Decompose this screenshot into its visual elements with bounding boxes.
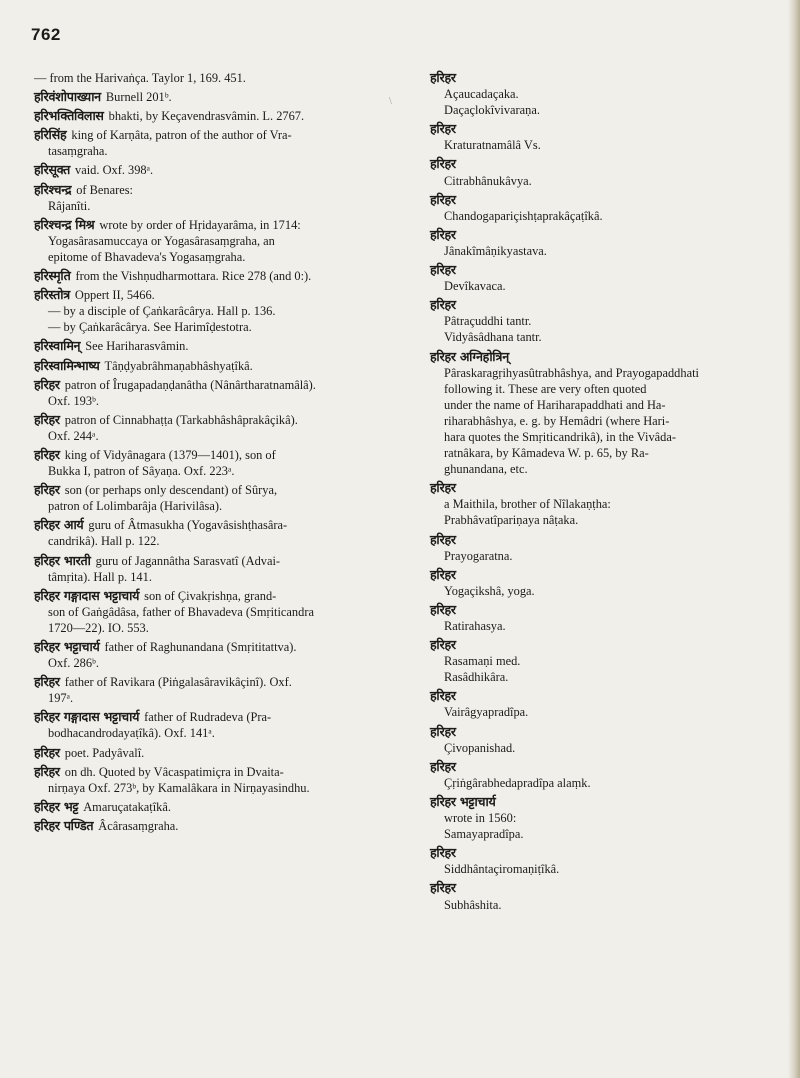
index-entry (430, 121, 790, 153)
entry-headword: हरिहर (430, 262, 456, 278)
index-entry (430, 602, 790, 634)
entry-text-line: guru of Jagannâtha Sarasvatî (Advai- (95, 553, 281, 568)
entry-text-line: wrote in 1560: (444, 811, 517, 826)
index-entry (34, 517, 390, 549)
entry-text-line: from the Vishṇudharmottara. Rice 278 (and 0:). (75, 269, 312, 284)
entry-headword: हरिहर (430, 880, 456, 896)
index-entry (34, 217, 390, 265)
entry-text-line: — by a disciple of Çaṅkarâcârya. Hall p. 136. (48, 304, 276, 319)
entry-headword: हरिहर (430, 566, 456, 582)
entry-text-line: — by Çaṅkarâcârya. See Harimîḍestotra. (48, 320, 252, 335)
entry-text-line: of Benares: (76, 182, 134, 197)
entry-text-line: following it. These are very often quoted (444, 381, 647, 396)
entry-text-line: Açaucadaçaka. (444, 87, 519, 102)
index-entry (430, 297, 790, 345)
entry-text-line: Oxf. 286ᵇ. (48, 656, 99, 671)
entry-headword: हरिहर अग्निहोत्रिन् (430, 348, 509, 364)
entry-text-line: ghunandana, etc. (444, 462, 528, 477)
entry-text-line: Amaruçatakaṭîkâ. (83, 799, 171, 814)
entry-text-line: Devîkavaca. (444, 279, 506, 294)
index-entry (430, 724, 790, 756)
entry-text-line: Samayapradîpa. (444, 827, 524, 842)
entry-text-line: Chandogapariçishṭaprakâçaṭîkâ. (444, 208, 603, 223)
entry-headword: हरिसूक्त (34, 162, 71, 178)
index-entry (430, 227, 790, 259)
entry-text-line: Çivopanishad. (444, 740, 516, 755)
entry-headword: हरिहर (430, 156, 456, 172)
entry-headword: हरिहर भट्ट (34, 798, 79, 814)
index-entry (430, 70, 790, 118)
entry-text-line: Bukka I, patron of Sâyaṇa. Oxf. 223ᵃ. (48, 464, 235, 479)
entry-headword: हरिहर (430, 480, 456, 496)
entry-text-line: bhakti, by Keçavendrasvâmin. L. 2767. (108, 109, 305, 124)
entry-headword: हरिहर भारती (34, 552, 91, 568)
page-number: 762 (31, 25, 61, 44)
entry-headword: हरिस्तोत्र (34, 287, 70, 303)
entry-text-line: Prayogaratna. (444, 548, 513, 563)
entry-text-line: Kraturatnamâlâ Vs. (444, 138, 541, 153)
entry-headword: हरिहर पण्डित (34, 817, 94, 833)
index-entry (34, 182, 390, 214)
index-entry (34, 287, 390, 335)
entry-headword: हरिहर आर्य (34, 517, 84, 533)
entry-text-line: king of Vidyânagara (1379—1401), son of (64, 447, 276, 462)
entry-text-line: father of Ravikara (Piṅgalasâravikâçinî). Oxf. (64, 675, 292, 690)
index-entry (430, 567, 790, 599)
entry-text-line: guru of Âtmasukha (Yogavâsishṭhasâra- (88, 518, 288, 533)
entry-text-line: ratnâkara, by Kâmadeva W. p. 65, by Ra- (444, 446, 649, 461)
entry-text-line: See Hariharasvâmin. (85, 339, 189, 354)
entry-text-line: poet. Padyâvalî. (64, 745, 145, 760)
entry-headword: हरिहर (34, 482, 60, 498)
entry-text-line: Citrabhânukâvya. (444, 173, 532, 188)
entry-headword: हरिश्चन्द्र (34, 181, 72, 197)
entry-text-line: Çṛiṅgârabhedapradîpa alaṃk. (444, 775, 591, 790)
index-entry (34, 799, 390, 815)
entry-text-line: son of Gaṅgâdâsa, father of Bhavadeva (Smṛiticandra (48, 604, 314, 619)
entry-headword: हरिहर (34, 446, 60, 462)
entry-headword: हरिश्चन्द्र मिश्र (34, 216, 95, 232)
entry-headword: हरिस्वामिन्भाष्य (34, 357, 100, 373)
entry-headword: हरिहर (430, 531, 456, 547)
index-entry (34, 709, 390, 741)
entry-text-line: candrikâ). Hall p. 122. (48, 534, 160, 549)
entry-text-line: Subhâshita. (444, 897, 502, 912)
left-column (34, 70, 390, 837)
entry-text-line: 197ᵃ. (48, 691, 74, 706)
index-entry (430, 532, 790, 564)
entry-text-line: — from the Harivaṅça. Taylor 1, 169. 451. (34, 71, 246, 85)
entry-text-line: wrote by order of Hṛidayarâma, in 1714: (99, 217, 301, 232)
entry-text-line: Burnell 201ᵇ. (105, 90, 172, 105)
index-entry (34, 268, 390, 284)
index-entry (430, 192, 790, 224)
index-entry (430, 156, 790, 188)
entry-text-line: 1720—22). IO. 553. (48, 620, 149, 635)
entry-text-line: Ratirahasya. (444, 619, 506, 633)
index-entry (34, 89, 390, 105)
entry-text-line: Oxf. 193ᵇ. (48, 393, 99, 408)
index-entry (430, 759, 790, 791)
entry-headword: हरिहर (34, 674, 60, 690)
entry-headword: हरिहर (430, 688, 456, 704)
entry-headword: हरिहर (430, 226, 456, 242)
entry-text-line: Jânakîmâṇikyastava. (444, 243, 547, 258)
entry-text-line: king of Karṇâta, patron of the author of Vra- (71, 128, 292, 143)
index-entry (430, 794, 790, 842)
entry-text-line: father of Raghunandana (Smṛititattva). (104, 640, 297, 654)
entry-text-line: Oxf. 244ᵃ. (48, 428, 99, 443)
entry-text-line: under the name of Hariharapaddhati and Ha- (444, 397, 666, 412)
index-entry (34, 674, 390, 706)
entry-headword: हरिहर गङ्गादास भट्टाचार्य (34, 709, 140, 725)
entry-text-line: Yogaçikshâ, yoga. (444, 583, 535, 598)
entry-headword: हरिहर (430, 191, 456, 207)
entry-headword: हरिहर गङ्गादास भट्टाचार्य (34, 587, 140, 603)
entry-text-line: Âcârasaṃgraha. (98, 818, 179, 833)
entry-headword: हरिहर भट्टाचार्य (430, 793, 496, 809)
index-entry (34, 358, 390, 374)
index-entry (430, 880, 790, 912)
index-entry (34, 127, 390, 159)
entry-text-line: father of Rudradeva (Pra- (144, 710, 272, 725)
entry-headword: हरिहर (34, 763, 60, 779)
index-entry (34, 482, 390, 514)
entry-text-line: Vairâgyapradîpa. (444, 705, 529, 720)
entry-text-line: Prabhâvatîpariṇaya nâṭaka. (444, 513, 579, 528)
entry-headword: हरिहर (430, 121, 456, 137)
entry-text-line: epitome of Bhavadeva's Yogasaṃgraha. (48, 249, 246, 264)
entry-text-line: hara quotes the Smṛiticandrikâ), in the Vivâda- (444, 429, 676, 444)
index-entry (34, 108, 390, 124)
entry-text-line: son of Çivakṛishṇa, grand- (144, 588, 277, 603)
index-entry (34, 818, 390, 834)
entry-text-line: Tâṇḍyabrâhmaṇabhâshyaṭîkâ. (104, 358, 253, 373)
entry-text-line: a Maithila, brother of Nîlakaṇṭha: (444, 497, 611, 512)
index-entry (34, 412, 390, 444)
entry-text-line: tâmṛita). Hall p. 141. (48, 569, 152, 584)
entry-text-line: Rasâdhikâra. (444, 670, 509, 685)
entry-text-line: Oppert II, 5466. (74, 288, 155, 303)
entry-text-line: patron of Îrugapadaṇḍanâtha (Nânârtharatnamâlâ). (64, 377, 316, 392)
page-edge-shadow (788, 0, 800, 1078)
entry-text-line: tasaṃgraha. (48, 144, 108, 159)
index-entry (34, 745, 390, 761)
entry-text-line: son (or perhaps only descendant) of Sûrya, (64, 483, 278, 498)
index-entry (34, 338, 390, 354)
index-entry (34, 447, 390, 479)
entry-headword: हरिहर भट्टाचार्य (34, 639, 100, 654)
entry-text-line: Pâraskaragṛihyasûtrabhâshya, and Prayogapaddhati (444, 365, 699, 380)
index-entry (34, 639, 390, 671)
entry-headword: हरिहर (34, 376, 60, 392)
entry-text-line: Rasamaṇi med. (444, 654, 521, 669)
entry-headword: हरिस्वामिन् (34, 338, 81, 354)
entry-headword: हरिहर (430, 723, 456, 739)
index-entry (430, 845, 790, 877)
entry-text-line: bodhacandrodayaṭîkâ). Oxf. 141ᵃ. (48, 726, 215, 741)
entry-text-line: Râjanîti. (48, 198, 91, 213)
entry-text-line: patron of Lolimbarâja (Harivilâsa). (48, 499, 223, 514)
entry-text-line: on dh. Quoted by Vâcaspatimiçra in Dvaita- (64, 764, 284, 779)
entry-headword: हरिसिंह (34, 127, 67, 143)
entry-headword: हरिवंशोपाख्यान (34, 89, 101, 105)
entry-headword: हरिहर (430, 601, 456, 617)
index-entry (34, 588, 390, 636)
fold-mark: \ (389, 96, 392, 107)
entry-text-line: Yogasârasamuccaya or Yogasârasaṃgraha, an (48, 233, 275, 248)
index-entry (430, 480, 790, 528)
entry-text-line: Siddhântaçiromaṇiṭîkâ. (444, 862, 560, 877)
entry-headword: हरिहर (430, 845, 456, 861)
entry-headword: हरिहर (34, 411, 60, 427)
entry-headword: हरिहर (430, 70, 456, 85)
index-entry (430, 262, 790, 294)
entry-text-line: Vidyâsâdhana tantr. (444, 330, 542, 345)
index-entry (34, 162, 390, 178)
entry-headword: हरिस्मृति (34, 268, 71, 284)
entry-text-line: patron of Cinnabhaṭṭa (Tarkabhâshâprakâçikâ). (64, 412, 298, 427)
entry-headword: हरिहर (430, 758, 456, 774)
index-entry (430, 637, 790, 685)
entry-headword: हरिहर (34, 744, 60, 760)
entry-headword: हरिहर (430, 637, 456, 653)
index-entry (34, 70, 390, 86)
entry-headword: हरिभक्तिविलास (34, 108, 104, 124)
index-entry (34, 553, 390, 585)
entry-text-line: Daçaçlokîvivaraṇa. (444, 103, 540, 118)
index-entry (34, 377, 390, 409)
index-entry (430, 688, 790, 720)
index-entry (34, 764, 390, 796)
entry-headword: हरिहर (430, 297, 456, 313)
entry-text-line: nirṇaya Oxf. 273ᵇ, by Kamalâkara in Nirṇayasindhu. (48, 780, 310, 795)
entry-text-line: vaid. Oxf. 398ᵃ. (75, 163, 154, 178)
entry-text-line: Pâtraçuddhi tantr. (444, 314, 532, 329)
entry-text-line: riharabhâshya, e. g. by Hemâdri (where Hari- (444, 413, 670, 428)
right-column (430, 70, 790, 916)
index-entry (430, 349, 790, 478)
